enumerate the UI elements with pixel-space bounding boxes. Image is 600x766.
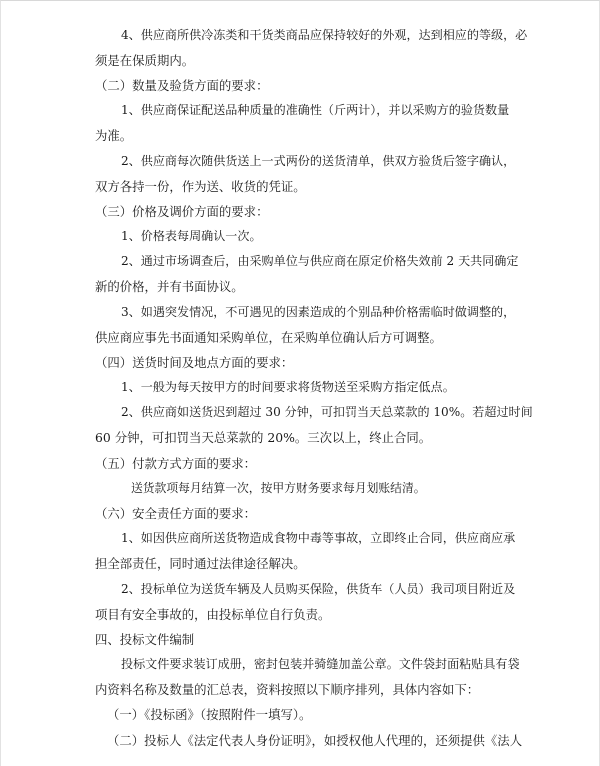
paragraph-line: 4、供应商所供冷冻类和干货类商品应保持较好的外观，达到相应的等级，必 (121, 28, 528, 42)
paragraph-line: 供应商应事先书面通知采购单位，在采购单位确认后方可调整。 (95, 330, 442, 345)
paragraph-line: 项目有安全事故的，由投标单位自行负责。 (95, 607, 331, 622)
section-heading: （三）价格及调价方面的要求： (95, 204, 269, 219)
section-heading: （二）数量及验货方面的要求： (95, 78, 269, 93)
paragraph-line: 1、价格表每周确认一次。 (121, 229, 262, 243)
paragraph-line: 2、通过市场调查后，由采购单位与供应商在原定价格失效前 2 天共同确定 (121, 254, 519, 268)
paragraph-line: 1、如因供应商所送货物造成食物中毒等事故，立即终止合同，供应商应承 (121, 531, 516, 545)
paragraph-line: 1、供应商保证配送品种质量的准确性（斤两计），并以采购方的验货数量 (121, 103, 510, 117)
paragraph-line: 2、投标单位为送货车辆及人员购买保险，供货车（人员）我司项目附近及 (121, 582, 516, 596)
paragraph-line: 内资料名称及数量的汇总表，资料按照以下顺序排列，具体内容如下： (95, 682, 480, 697)
paragraph-line: 3、如遇突发情况，不可遇见的因素造成的个别品种价格需临时做调整的， (121, 305, 516, 319)
section-heading: 四、投标文件编制 (95, 632, 195, 647)
paragraph-line: 为准。 (95, 128, 133, 143)
paragraph-line: 投标文件要求装订成册，密封包装并骑缝加盖公章。文件袋封面粘贴具有袋 (121, 657, 520, 671)
paragraph-line: 须是在保质期内。 (95, 53, 195, 68)
paragraph-line: 2、供应商如送货迟到超过 30 分钟，可扣罚当天总菜款的 10%。若超过时间 (121, 405, 533, 419)
section-heading: （五）付款方式方面的要求： (95, 456, 257, 471)
paragraph-line: 新的价格，并有书面协议。 (95, 279, 244, 294)
paragraph-line: 2、供应商每次随供货送上一式两份的送货清单，供双方验货后签字确认， (121, 154, 516, 168)
paragraph-line: 双方各持一份，作为送、收货的凭证。 (95, 179, 306, 194)
paragraph-line: （二）投标人《法定代表人身份证明》，如授权他人代理的，还须提供《法人 (107, 733, 523, 748)
paragraph-line: （一）《投标函》（按照附件一填写）。 (107, 707, 312, 722)
section-heading: （六）安全责任方面的要求： (95, 506, 257, 521)
paragraph-line: 60 分钟，可扣罚当天总菜款的 20%。三次以上，终止合同。 (95, 430, 432, 445)
paragraph-line: 送货款项每月结算一次，按甲方财务要求每月划账结清。 (131, 481, 426, 495)
section-heading: （四）送货时间及地点方面的要求： (95, 355, 294, 370)
paragraph-line: 1、一般为每天按甲方的时间要求将货物送至采购方指定低点。 (121, 380, 455, 394)
paragraph-line: 担全部责任，同时通过法律途径解决。 (95, 556, 306, 571)
